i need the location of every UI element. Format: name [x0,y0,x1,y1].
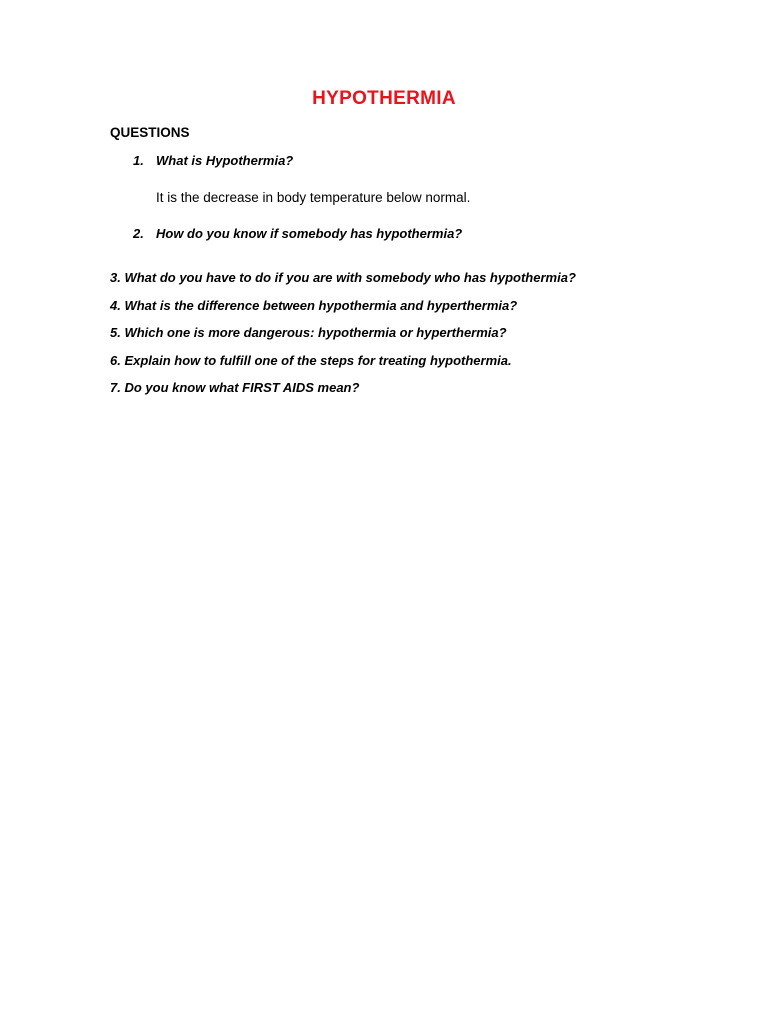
document-title: HYPOTHERMIA [312,88,456,109]
question-item: 3. What do you have to do if you are with somebody who has hypothermia? [110,270,576,285]
question-item: 6. Explain how to fulfill one of the steps for treating hypothermia. [110,353,512,368]
question-item: 4. What is the difference between hypothermia and hyperthermia? [110,298,518,313]
question-text: What is Hypothermia? [156,153,294,168]
question-text: How do you know if somebody has hypothermia? [156,226,463,241]
question-number: 2. [133,226,144,241]
question-item: 5. Which one is more dangerous: hypothermia or hyperthermia? [110,325,507,340]
question-number: 1. [133,153,144,168]
answer-text: It is the decrease in body temperature below normal. [156,190,471,205]
section-heading: QUESTIONS [110,125,190,140]
question-item: 7. Do you know what FIRST AIDS mean? [110,380,360,395]
